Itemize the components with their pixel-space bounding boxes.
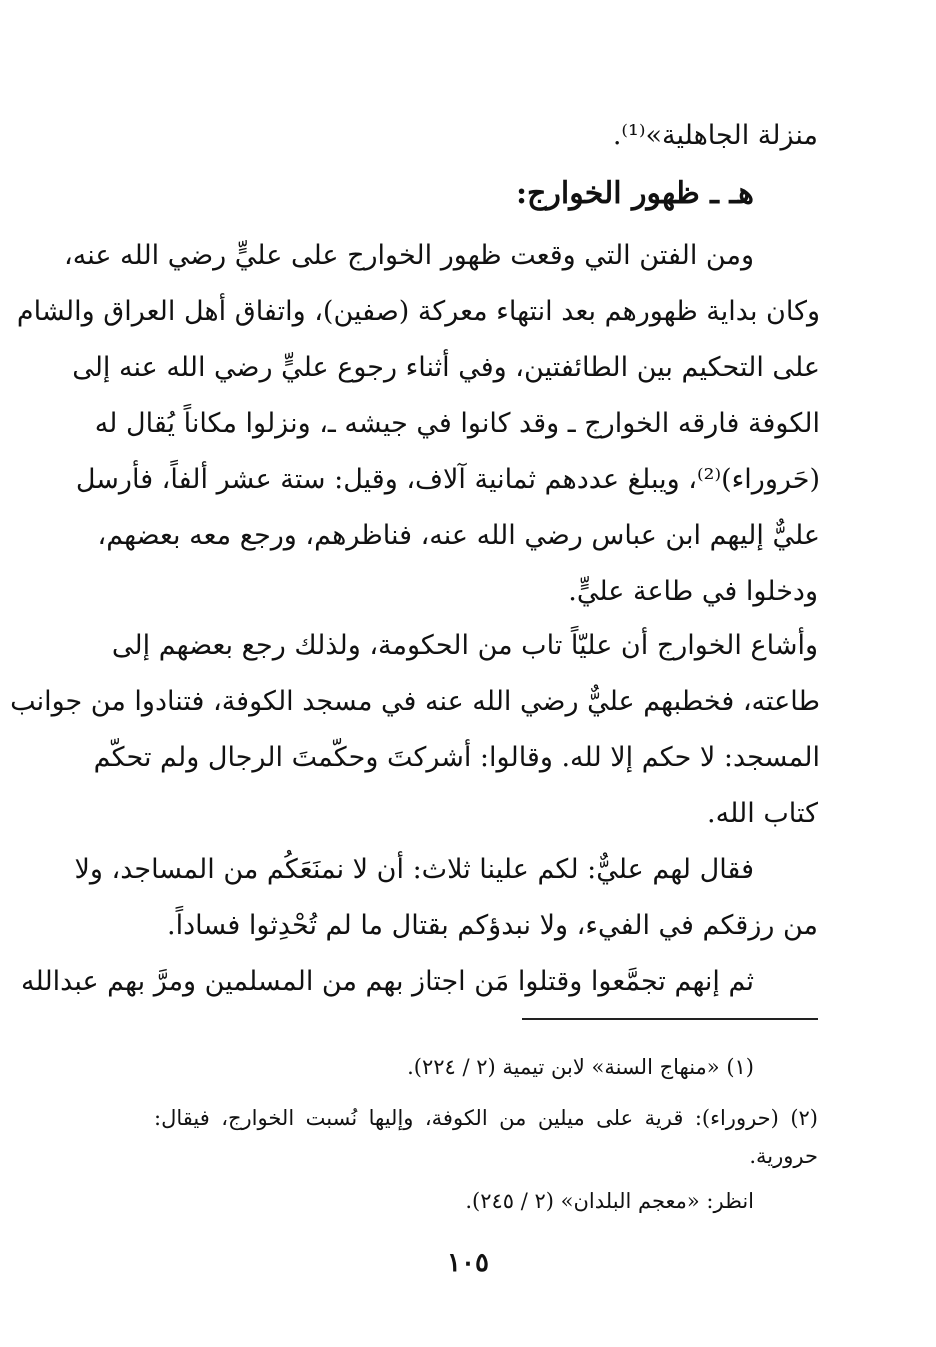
footnote-1: (١) «منهاج السنة» لابن تيمية (٢ / ٢٢٤). <box>407 1055 754 1079</box>
text-line-9: ودخلوا في طاعة عليٍّ. <box>568 576 818 607</box>
text-line-3: ومن الفتن التي وقعت ظهور الخوارج على عليٍّ رضي الله عنه، <box>64 240 754 271</box>
text-line-4: وكان بداية ظهورهم بعد انتهاء معركة (صفين)، واتفاق أهل العراق والشام <box>16 296 820 327</box>
page-number: ١٠٥ <box>447 1248 489 1278</box>
footnote-2-reference: انظر: «معجم البلدان» (٢ / ٢٤٥). <box>465 1189 754 1213</box>
text-line-13: كتاب الله. <box>707 798 818 829</box>
text-line-15: من رزقكم في الفيء، ولا نبدؤكم بقتال ما لم تُحْدِثوا فساداً. <box>166 910 818 941</box>
text-line-6: الكوفة فارقه الخوارج ـ وقد كانوا في جيشه ـ، ونزلوا مكاناً يُقال له <box>94 408 820 439</box>
text-line-14: فقال لهم عليٌّ: لكم علينا ثلاث: أن لا نمنَعَكُم من المساجد، ولا <box>74 854 754 885</box>
text-line-12: المسجد: لا حكم إلا لله. وقالوا: أشركتَ وحكّمتَ الرجال ولم تحكّم <box>93 742 820 773</box>
footnote-separator <box>522 1018 818 1020</box>
footnote-2-continued: حرورية. <box>749 1144 818 1168</box>
footnote-2: (٢) (حروراء): قرية على ميلين من الكوفة، وإليها نُسبت الخوارج، فيقال: <box>154 1106 818 1130</box>
text-line-5: على التحكيم بين الطائفتين، وفي أثناء رجوع عليٍّ رضي الله عنه إلى <box>72 352 820 383</box>
text-line-11: طاعته، فخطبهم عليٌّ رضي الله عنه في مسجد الكوفة، فتنادوا من جوانب <box>10 686 820 717</box>
text-line-10: وأشاع الخوارج أن عليّاً تاب من الحكومة، ولذلك رجع بعضهم إلى <box>111 630 818 661</box>
text-line-7: (حَروراء)⁽²⁾، ويبلغ عددهم ثمانية آلاف، وقيل: ستة عشر ألفاً، فأرسل <box>75 464 820 495</box>
text-line-1: منزلة الجاهلية»⁽¹⁾. <box>612 120 818 151</box>
text-line-16: ثم إنهم تجمَّعوا وقتلوا مَن اجتاز بهم من المسلمين ومرَّ بهم عبدالله <box>21 966 754 997</box>
text-line-8: عليٌّ إليهم ابن عباس رضي الله عنه، فناظرهم، ورجع معه بعضهم، <box>97 520 820 551</box>
section-heading: هـ ـ ظهور الخوارج: <box>515 176 754 211</box>
